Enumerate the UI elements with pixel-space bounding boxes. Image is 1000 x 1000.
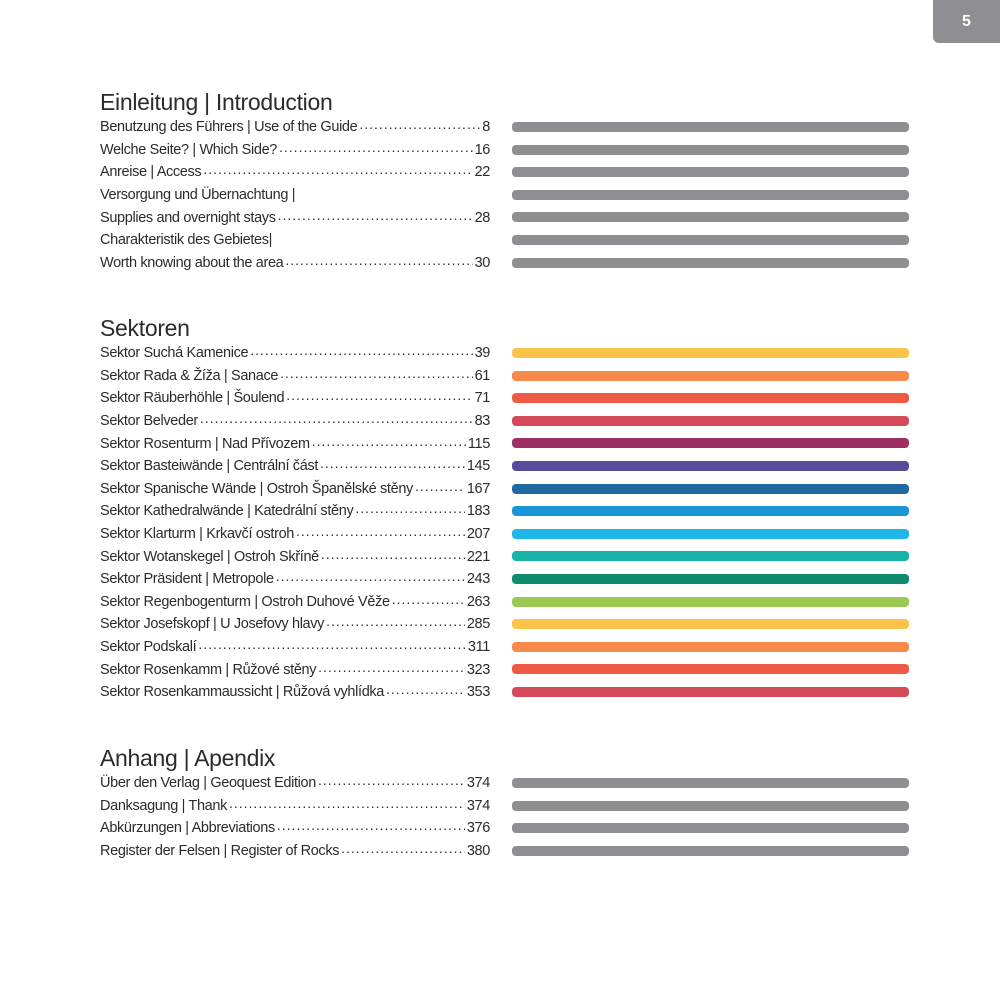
dot-leader bbox=[277, 817, 465, 833]
toc-entry-page: 39 bbox=[474, 345, 490, 362]
toc-entry[interactable] bbox=[100, 568, 910, 591]
toc-entry-label: Sektor Räuberhöhle | Šoulend bbox=[100, 390, 285, 407]
toc-entry[interactable] bbox=[100, 795, 910, 818]
toc-entry-label: Sektor Kathedralwände | Katedrální stěny bbox=[100, 503, 354, 520]
dot-leader bbox=[386, 681, 465, 697]
toc-entry-label: Sektor Josefskopf | U Josefovy hlavy bbox=[100, 616, 325, 633]
dot-leader bbox=[250, 342, 472, 358]
toc-entry-text bbox=[100, 432, 490, 455]
toc-entry-label: Danksagung | Thank bbox=[100, 797, 227, 814]
toc-entry[interactable] bbox=[100, 636, 910, 659]
section-color-bar bbox=[512, 846, 909, 856]
dot-leader bbox=[276, 568, 465, 584]
section-color-bar bbox=[512, 190, 909, 200]
toc-entry[interactable] bbox=[100, 613, 910, 636]
section-color-bar bbox=[512, 597, 909, 607]
toc-entry-text bbox=[100, 658, 490, 681]
section-color-bar bbox=[512, 416, 909, 426]
toc-entry-text bbox=[100, 568, 490, 591]
toc-list bbox=[100, 772, 910, 862]
toc-entry-label: Sektor Rosenturm | Nad Přívozem bbox=[100, 435, 310, 452]
section-color-bar bbox=[512, 574, 909, 584]
dot-leader bbox=[280, 365, 472, 381]
dot-leader bbox=[318, 772, 465, 788]
toc-entry-label: Supplies and overnight stays bbox=[100, 209, 276, 226]
toc-entry[interactable] bbox=[100, 523, 910, 546]
toc-entry-page: 376 bbox=[466, 820, 490, 837]
section-title: Sektoren bbox=[100, 315, 190, 341]
toc-entry[interactable] bbox=[100, 410, 910, 433]
section-color-bar bbox=[512, 167, 909, 177]
toc-entry[interactable] bbox=[100, 545, 910, 568]
toc-entry[interactable] bbox=[100, 229, 910, 252]
toc-entry-text bbox=[100, 252, 490, 275]
toc-entry[interactable] bbox=[100, 206, 910, 229]
toc-entry-label: Sektor Rosenkamm | Růžové stěny bbox=[100, 661, 317, 678]
toc-entry-page: 243 bbox=[466, 571, 490, 588]
toc-entry-text bbox=[100, 387, 490, 410]
dot-leader bbox=[415, 478, 465, 494]
page-number: 5 bbox=[962, 12, 971, 30]
toc-entry-label: Sektor Belveder bbox=[100, 413, 198, 430]
toc-entry-label: Versorgung und Übernachtung | bbox=[100, 187, 296, 204]
dot-leader bbox=[392, 591, 465, 607]
toc-entry[interactable] bbox=[100, 455, 910, 478]
toc-entry-label: Sektor Regenbogenturm | Ostroh Duhové Věže bbox=[100, 593, 390, 610]
toc-entry-text bbox=[100, 795, 490, 818]
toc-entry-page: 8 bbox=[482, 119, 490, 136]
toc-entry-label: Sektor Spanische Wände | Ostroh Španělské stěny bbox=[100, 480, 413, 497]
toc-entry-label: Sektor Suchá Kamenice bbox=[100, 345, 249, 362]
toc-entry-label: Sektor Rosenkammaussicht | Růžová vyhlídka bbox=[100, 684, 385, 701]
dot-leader bbox=[320, 455, 465, 471]
toc-entry-page: 221 bbox=[466, 548, 490, 565]
section-color-bar bbox=[512, 687, 909, 697]
dot-leader bbox=[312, 433, 466, 449]
section-color-bar bbox=[512, 371, 909, 381]
toc-entry-label: Sektor Klarturm | Krkavčí ostroh bbox=[100, 526, 295, 543]
section-color-bar bbox=[512, 235, 909, 245]
toc-entry-page: 353 bbox=[466, 684, 490, 701]
toc-entry-page: 207 bbox=[466, 526, 490, 543]
dot-leader bbox=[278, 207, 473, 223]
toc-entry-text bbox=[100, 161, 490, 184]
toc-entry-text bbox=[100, 817, 490, 840]
toc-entry-text bbox=[100, 772, 490, 795]
dot-leader bbox=[321, 546, 465, 562]
section-color-bar bbox=[512, 664, 909, 674]
toc-entry-text bbox=[100, 139, 490, 162]
toc-entry-text bbox=[100, 184, 490, 207]
toc-entry-page: 183 bbox=[466, 503, 490, 520]
toc-entry-page: 61 bbox=[474, 367, 490, 384]
toc-entry[interactable] bbox=[100, 342, 910, 365]
section-color-bar bbox=[512, 619, 909, 629]
toc-entry-text bbox=[100, 636, 490, 659]
toc-entry-text bbox=[100, 545, 490, 568]
dot-leader bbox=[341, 840, 465, 856]
section-color-bar bbox=[512, 529, 909, 539]
section-title: Einleitung | Introduction bbox=[100, 89, 333, 115]
section-color-bar bbox=[512, 778, 909, 788]
toc-entry-page: 311 bbox=[467, 639, 490, 656]
toc-entry-text bbox=[100, 116, 490, 139]
section-sektoren bbox=[100, 314, 910, 704]
toc-entry[interactable] bbox=[100, 840, 910, 863]
section-color-bar bbox=[512, 642, 909, 652]
toc-entry[interactable] bbox=[100, 365, 910, 388]
toc-entry-label: Sektor Wotanskegel | Ostroh Skříně bbox=[100, 548, 319, 565]
toc-entry-label: Welche Seite? | Which Side? bbox=[100, 141, 278, 158]
toc-entry[interactable] bbox=[100, 139, 910, 162]
toc-entry[interactable] bbox=[100, 478, 910, 501]
toc-entry-label: Über den Verlag | Geoquest Edition bbox=[100, 775, 316, 792]
toc-entry[interactable] bbox=[100, 432, 910, 455]
toc-entry[interactable] bbox=[100, 252, 910, 275]
section-appendix bbox=[100, 744, 910, 862]
section-color-bar bbox=[512, 122, 909, 132]
toc-entry-label: Register der Felsen | Register of Rocks bbox=[100, 843, 340, 860]
toc-list bbox=[100, 116, 910, 274]
section-color-bar bbox=[512, 438, 909, 448]
toc-entry-page: 380 bbox=[466, 843, 490, 860]
toc-entry-text bbox=[100, 681, 490, 704]
toc-entry-text bbox=[100, 410, 490, 433]
dot-leader bbox=[285, 252, 472, 268]
toc-entry-page: 16 bbox=[474, 141, 490, 158]
toc-entry[interactable] bbox=[100, 591, 910, 614]
toc-entry-label: Abkürzungen | Abbreviations bbox=[100, 820, 275, 837]
page-number-tab bbox=[933, 0, 1000, 43]
toc-entry-text bbox=[100, 206, 490, 229]
toc-entry[interactable] bbox=[100, 817, 910, 840]
section-color-bar bbox=[512, 551, 909, 561]
dot-leader bbox=[198, 636, 466, 652]
toc-entry-page: 83 bbox=[474, 413, 490, 430]
section-color-bar bbox=[512, 461, 909, 471]
toc-entry-text bbox=[100, 591, 490, 614]
toc-entry-text bbox=[100, 455, 490, 478]
toc-entry-page: 115 bbox=[467, 435, 490, 452]
toc-entry-text bbox=[100, 365, 490, 388]
dot-leader bbox=[229, 795, 465, 811]
dot-leader bbox=[286, 387, 472, 403]
toc-entry-page: 167 bbox=[466, 480, 490, 497]
toc-entry-label: Benutzung des Führers | Use of the Guide bbox=[100, 119, 358, 136]
toc-entry-page: 263 bbox=[466, 593, 490, 610]
section-color-bar bbox=[512, 801, 909, 811]
section-color-bar bbox=[512, 393, 909, 403]
toc-entry-page: 145 bbox=[466, 458, 490, 475]
toc-entry-text bbox=[100, 523, 490, 546]
section-color-bar bbox=[512, 348, 909, 358]
toc-entry-page: 71 bbox=[474, 390, 490, 407]
toc-entry[interactable] bbox=[100, 387, 910, 410]
toc-entry-page: 22 bbox=[474, 164, 490, 181]
toc-entry-label: Sektor Präsident | Metropole bbox=[100, 571, 274, 588]
section-color-bar bbox=[512, 212, 909, 222]
toc-entry[interactable] bbox=[100, 772, 910, 795]
toc-entry[interactable] bbox=[100, 161, 910, 184]
toc-entry-label: Sektor Basteiwände | Centrální část bbox=[100, 458, 318, 475]
dot-leader bbox=[296, 523, 465, 539]
dot-leader bbox=[355, 500, 464, 516]
section-color-bar bbox=[512, 823, 909, 833]
toc-entry-text bbox=[100, 229, 490, 252]
toc-entry-page: 323 bbox=[466, 661, 490, 678]
toc-entry[interactable] bbox=[100, 116, 910, 139]
toc-entry-label: Sektor Rada & Žíža | Sanace bbox=[100, 367, 279, 384]
toc-entry-text bbox=[100, 500, 490, 523]
toc-list bbox=[100, 342, 910, 704]
toc-entry[interactable] bbox=[100, 658, 910, 681]
toc-entry[interactable] bbox=[100, 681, 910, 704]
toc-entry-label: Sektor Podskalí bbox=[100, 639, 197, 656]
toc-entry[interactable] bbox=[100, 500, 910, 523]
dot-leader bbox=[200, 410, 473, 426]
dot-leader bbox=[326, 613, 465, 629]
toc-entry-page: 30 bbox=[474, 254, 490, 271]
toc-entry-page: 374 bbox=[466, 775, 490, 792]
toc-entry-text bbox=[100, 478, 490, 501]
toc-entry-text bbox=[100, 840, 490, 863]
toc-entry-label: Worth knowing about the area bbox=[100, 254, 284, 271]
toc-entry-page: 285 bbox=[466, 616, 490, 633]
section-color-bar bbox=[512, 145, 909, 155]
dot-leader bbox=[318, 659, 465, 675]
toc-entry-text bbox=[100, 613, 490, 636]
section-title: Anhang | Apendix bbox=[100, 745, 276, 771]
toc-entry-page: 374 bbox=[466, 797, 490, 814]
dot-leader bbox=[203, 161, 472, 177]
section-introduction bbox=[100, 88, 910, 274]
section-color-bar bbox=[512, 258, 909, 268]
dot-leader bbox=[359, 116, 480, 132]
toc-entry-label: Charakteristik des Gebietes| bbox=[100, 232, 273, 249]
toc-entry[interactable] bbox=[100, 184, 910, 207]
section-color-bar bbox=[512, 506, 909, 516]
dot-leader bbox=[279, 139, 473, 155]
toc-entry-page: 28 bbox=[474, 209, 490, 226]
toc-entry-text bbox=[100, 342, 490, 365]
section-color-bar bbox=[512, 484, 909, 494]
toc-entry-label: Anreise | Access bbox=[100, 164, 202, 181]
